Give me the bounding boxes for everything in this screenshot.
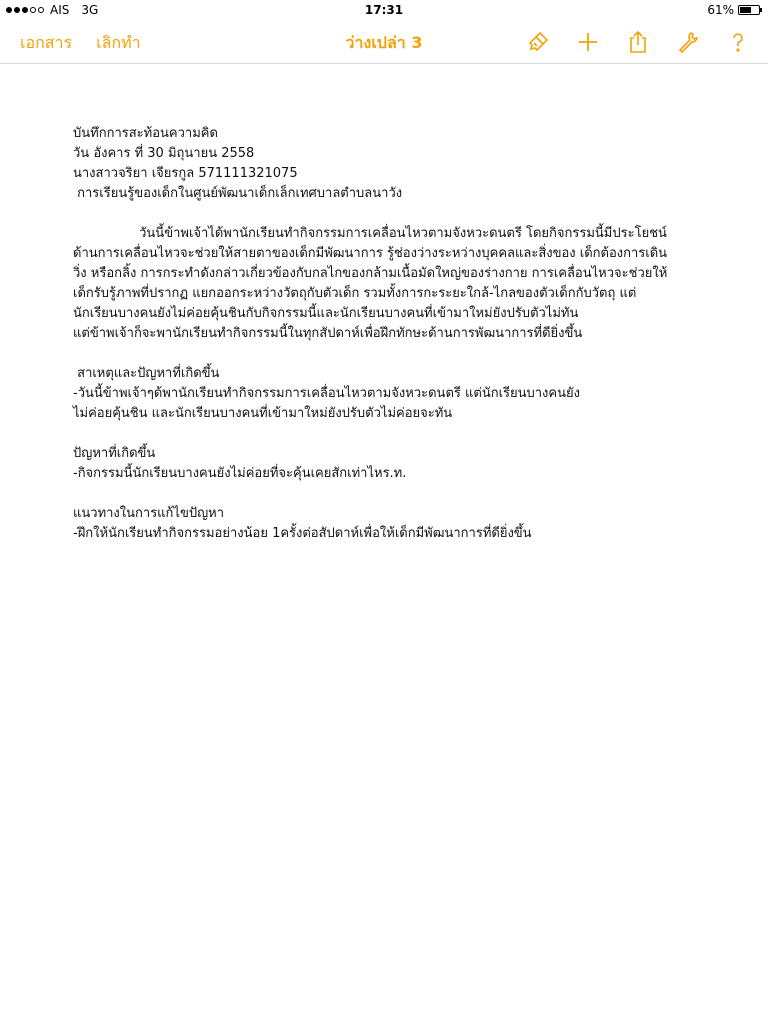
doc-line: -ฝึกให้นักเรียนทำกิจกรรมอย่างน้อย 1ครั้งต่อสัปดาห์เพื่อให้เด็กมีพัฒนาการที่ดียิ่งขึ้น <box>73 526 532 541</box>
documents-button[interactable]: เอกสาร <box>20 33 73 52</box>
doc-line: แต่ข้าพเจ้าก็จะพานักเรียนทำกิจกรรมนี้ในทุกสัปดาห์เพื่อฝึกทักษะด้านการพัฒนาการที่ดียิ่งขึ้น <box>73 326 583 341</box>
doc-line: สาเหตุและปัญหาที่เกิดขึ้น <box>73 366 220 381</box>
document-body[interactable] <box>73 124 713 544</box>
doc-line: แนวทางในการแก้ไขปัญหา <box>73 506 225 521</box>
paintbrush-icon[interactable] <box>524 29 552 55</box>
doc-line: ไม่ค่อยคุ้นชิน และนักเรียนบางคนที่เข้ามาใหม่ยังปรับตัวไม่ค่อยจะทัน <box>73 406 453 421</box>
nav-right-group <box>524 29 752 55</box>
doc-line: บันทึกการสะท้อนความคิด <box>73 126 218 141</box>
status-bar <box>0 0 768 20</box>
paragraph-gap <box>73 484 713 504</box>
nav-left-group <box>20 31 141 56</box>
wrench-icon[interactable] <box>674 29 702 55</box>
doc-line: วิ่ง หรือกลิ้ง การกระทำดังกล่าวเกี่ยวข้องกับกลไกของกล้ามเนื้อมัดใหญ่ของร่างกาย การเคลื่อนไหวจะช่วยให้ <box>73 266 668 281</box>
share-icon[interactable] <box>624 29 652 55</box>
doc-line: ปัญหาที่เกิดขึ้น <box>73 446 156 461</box>
paragraph-gap <box>73 424 713 444</box>
navigation-bar <box>0 20 768 64</box>
battery-percent: 61% <box>707 3 734 17</box>
carrier-name: AIS <box>50 3 70 17</box>
battery-icon <box>738 5 760 15</box>
doc-line: -วันนี้ข้าพเจ้าๆด้พานักเรียนทำกิจกรรมการเคลื่อนไหวตามจังหวะดนตรี แต่นักเรียนบางคนยัง <box>73 386 580 401</box>
help-icon[interactable] <box>724 29 752 55</box>
doc-line: นักเรียนบางคนยังไม่ค่อยคุ้นชินกับกิจกรรมนี้และนักเรียนบางคนที่เข้ามาใหม่ยังปรับตัวไม่ทัน <box>73 306 579 321</box>
plus-icon[interactable] <box>574 29 602 55</box>
undo-button[interactable]: เลิกทำ <box>96 33 141 52</box>
doc-line: นางสาวจริยา เจียรกูล 571111321075 <box>73 166 298 181</box>
paragraph-gap <box>73 204 713 220</box>
document-title[interactable]: ว่างเปล่า 3 <box>345 33 423 52</box>
doc-line: วันนี้ข้าพเจ้าได้พานักเรียนทำกิจกรรมการเคลื่อนไหวตามจังหวะดนตรี โดยกิจกรรมนี้มีประโยชน์ <box>73 226 667 241</box>
doc-line: วัน อังคาร ที่ 30 มิถุนายน 2558 <box>73 146 255 161</box>
status-right <box>707 3 760 17</box>
doc-line: เด็กรับรู้ภาพที่ปรากฏ แยกออกระหว่างวัตถุกับตัวเด็ก รวมทั้งการกะระยะใกล้-ไกลของตัวเด็กกับวัตถุ แต่ <box>73 286 637 301</box>
doc-line: -กิจกรรมนี้นักเรียนบางคนยังไม่ค่อยที่จะคุ้นเคยสักเท่าไหร.ท. <box>73 466 407 481</box>
doc-line: การเรียนรู้ของเด็กในศูนย์พัฒนาเด็กเล็กเทศบาลตำบลนาวัง <box>73 186 403 201</box>
paragraph-gap <box>73 344 713 364</box>
status-time: 17:31 <box>364 3 404 17</box>
doc-line: ด้านการเคลื่อนไหวจะช่วยให้สายตาของเด็กมีพัฒนาการ รู้ช่องว่างระหว่างบุคคลและสิ่งของ เด็กต้องการเดิน <box>73 246 668 261</box>
network-type: 3G <box>81 3 99 17</box>
